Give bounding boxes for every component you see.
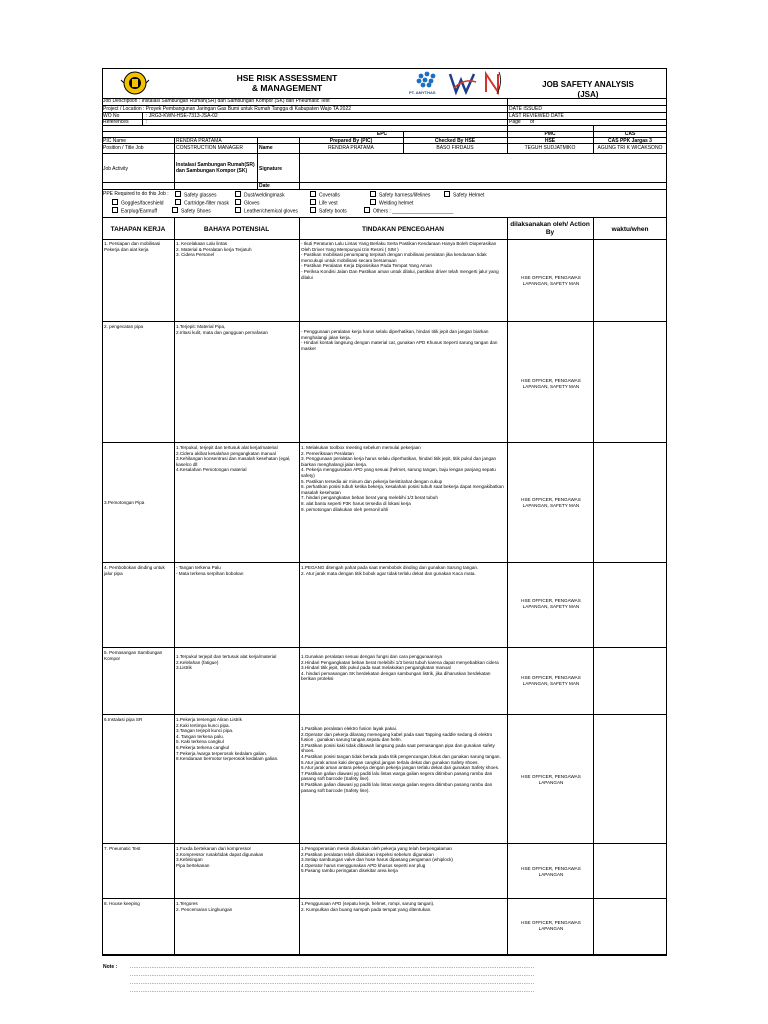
ppe-others xyxy=(364,207,453,215)
ppe-label: PPE Required to do this Job : xyxy=(103,191,169,197)
government-logo xyxy=(120,70,150,96)
row-step: 5. Pemasangan Sambungan Kompor xyxy=(104,650,163,661)
checkbox-icon xyxy=(364,207,370,213)
row-action-by: HSE OFFICER, PENGAWAS LAPANGAN, SAFETY MAN xyxy=(521,598,581,609)
row-hazard: 1.Terpukul terjepit dan tertusuk alat kerja/material 2.Kelelahan (fatigue) 3.Listrik xyxy=(176,654,277,671)
ppe-life-vest xyxy=(310,199,338,207)
page-label: Page xyxy=(509,119,521,125)
wo-no-label: WO No xyxy=(103,113,120,119)
row-action-by: HSE OFFICER, PENGAWAS LAPANGAN, SAFETY MAN xyxy=(521,378,581,389)
row-step: 7. Pneumatic Test xyxy=(104,846,141,851)
row-action-by: HSE OFFICER, PENGAWAS LAPANGAN, SAFETY MAN xyxy=(521,275,581,286)
col-header-tahapan: TAHAPAN KERJA xyxy=(110,226,166,233)
checkbox-icon xyxy=(112,207,118,213)
col-header-when: waktu/when xyxy=(611,226,649,233)
job-activity-label: Job Activity xyxy=(103,166,129,172)
row-hazard: 1. Kecelakaan Lalu lintas 2. Material & Peralatan kerja Terjatuh 3. Cidera Personel xyxy=(176,241,252,258)
checkbox-icon xyxy=(310,199,316,205)
row-step: 1. Persiapan dan mobilisasi Pekerja dan alat kerja xyxy=(104,241,161,252)
row-prevention: 1.Pengoperasian mesin dilakukan oleh pekerja yang telah berpengalaman 2.Pastikan peralatan telah dilakukan inspeksi sebelum digunakan 3.Setiap sambungan valve dan hose harus dipasang pengaman (whiplock) 4.Operator harus menggunakan APD khusus seperti ear plug 5.Pasang rambu peringatan disekitar area kerja xyxy=(301,846,453,874)
row-prevention: - Ikuti Peraturan Lalu Lintas Yang Berlaku Serta Pastikan Kendaraan Hanya Boleh Dioperasikan Oleh Driver Yang Mempunyai Izin Resmi ( SIM ) - Pastikan mobilisasi penumpang terpisah dengan mobilisasi peralatan jika kendaraan tidak mencukupi untuk mobilisasi secara bersamaan - Pastikan Peralatan Kerja Diposisikan Pada Tempat Yang Aman - Periksa Kondisi Jalan Dan Pastikan aman untuk dilalui, pastikan driver telah mengerti jalur yang dilalui xyxy=(301,241,499,280)
pmc-header: PMC xyxy=(544,131,556,137)
checkbox-icon xyxy=(235,207,241,213)
ppe-item-label: Cartridge-filter mask xyxy=(184,200,230,207)
position-label: Position / Title Job xyxy=(103,145,144,151)
row-step: 3.Pemotongan Pipa xyxy=(104,500,145,505)
references-value: : xyxy=(146,119,148,125)
ppe-item-label: Welding helmet xyxy=(379,200,414,207)
job-activity-value: Instalasi Sambungan Rumah(SR) dan Sambungan Kompor (SK) xyxy=(176,162,255,174)
ppe-earplug xyxy=(112,207,157,215)
row-step: 6.Instalasi pipa SR xyxy=(104,717,143,722)
ppe-gloves xyxy=(235,199,260,207)
note-line: .................................................................................................................................................................................................................................. xyxy=(130,988,535,994)
row-step: 4. Pembobokan dinding untuk jalur pipa xyxy=(104,565,165,576)
position-value: CONSTRUCTION MANAGER xyxy=(176,145,243,151)
note-line: .................................................................................................................................................................................................................................. xyxy=(130,972,535,978)
ppe-item-label: Safety Shoes xyxy=(181,208,211,215)
cas-ppk-header: CAS PPK Jargas 3 xyxy=(608,138,652,144)
title-line-2: & MANAGEMENT xyxy=(251,83,323,93)
row-prevention: 1.Penggunaan APD (sepatu kerja, helmet, rompi, sarung tangan). 2. Kumpulkan dan buang sampah pada tempat yang ditentukan. xyxy=(301,901,435,912)
row-prevention: 1. Melakukan toolbox meeting sebelum memulai pekerjaan 2. Pemeriksaan Peralatan 3. Penggunaan peralatan kerja harus selalu diperhatikan, hindari titik jepit, titik pukul dan jangan biarkan menghalangi jalan kerja. 4. Pekerja menggunakan APD yang sesuai (helmet, sarung tangan, baju lengan panjang sepatu safety) 5. Pastikan tersedia air minum dan pekerja beristirahat dengan cukup 6. perhatikan posisi tubuh ketika bekerja, kesalahan posisi tubuh saat bekerja dapat mengakibatkan masalah kesehatan 7. hindari pengangkatan beban berat yang melebihi 1/3 berat tubuh 8. alat bantu seperti P3K harus tersedia di lokasi kerja 9. pemotongan dilakukan oleh personil ahli xyxy=(301,445,504,512)
pic-name-label: PIC Name xyxy=(103,138,127,144)
ppe-helmet xyxy=(444,191,484,199)
ppe-welding-helmet xyxy=(370,199,413,207)
ppe-item-label: Earplug/Earmuff xyxy=(121,208,158,215)
ppe-item-label: Others : ______________________ xyxy=(373,208,454,215)
row-action-by: HSE OFFICER, PENGAWAS LAPANGAN xyxy=(521,866,581,877)
row-action-by: HSE OFFICER, PENGAWAS LAPANGAN xyxy=(521,920,581,931)
page-of: of xyxy=(530,119,535,125)
checked-name: BASO FIRDAUS xyxy=(436,145,474,151)
ppe-item-label: Leather/chemical gloves xyxy=(244,208,298,215)
ppe-item-label: Goggles/faceshield xyxy=(121,200,164,207)
partner-logo-n xyxy=(482,70,506,96)
jsa-title-line-2: (JSA) xyxy=(577,90,599,99)
job-description: Job Description : Instalasi Sambungan Rumah(SR) dan Sambungan Kompor (SK) dan Pneumatic Test xyxy=(103,98,330,104)
ppe-safety-glasses xyxy=(175,191,217,199)
amythas-label: PT. AMYTHAS xyxy=(409,90,436,95)
col-header-tindakan: TINDAKAN PENCEGAHAN xyxy=(362,226,444,233)
ppe-safety-boots xyxy=(310,207,347,215)
ppe-item-label: Coveralls xyxy=(319,192,340,199)
row-hazard: 1.Tergores 2. Pencemaran Lingkungan xyxy=(176,901,233,912)
pic-name-value: RENDRA PRATAMA xyxy=(176,138,222,144)
ppe-item-label: Safety boots xyxy=(319,208,347,215)
project-location: Project / Location : Proyek Pembangunan Jaringan Gas Bumi untuk Rumah Tangga di Kabupaten Wajo TA 2022 xyxy=(103,106,352,112)
ppe-item-label: Gloves xyxy=(244,200,260,207)
row-prevention: 1.Gunakan peralatan sesuai dengan fungsi dan cara penggunaannya 2.Hindari Pengangkatan beban berat melebihi 1/3 berat tubuh karena dapat menyebabkan cidera 3.Hindari titik jepit, titik pukul pada saat melakukan pengangkatan manual 4. hindari pemasangan SK berdekatan dengan sambungan listrik, jika diharuskan berdekatan berikan proteksi xyxy=(301,654,499,682)
row-step: 2. pengecatan pipa xyxy=(104,324,144,329)
checkbox-icon xyxy=(370,191,376,197)
date-issued: DATE ISSUED xyxy=(509,106,542,112)
row-action-by: HSE OFFICER, PENGAWAS LAPANGAN, SAFETY MAN xyxy=(521,675,581,686)
row-action-by: HSE OFFICER, PENGAWAS LAPANGAN xyxy=(521,774,581,785)
cas-header: CAS xyxy=(624,131,636,137)
pmc-hse-header: HSE xyxy=(544,138,556,144)
ppe-leather-gloves xyxy=(235,207,298,215)
ppe-harness xyxy=(370,191,430,199)
row-prevention: 1.PEGANG ditengah pahat pada saat membobok dinding dan gunakan Sarung tangan. 2. Atur jarak mata dengan titik bobok agar tidak terlalu dekat dan gunakan Kaca mata. xyxy=(301,565,479,576)
checkbox-icon xyxy=(310,191,316,197)
row-hazard: 1.Fuxda bertekanan dari kompressor 2.Kompressor rusak/tidak dapat digunakan 3.Kebisingan Pipa bertekanan xyxy=(176,846,264,868)
ppe-item-label: Safety harness/lifelines xyxy=(379,192,431,199)
prepared-name: RENDRA PRATAMA xyxy=(328,145,374,151)
row-action-by: HSE OFFICER, PENGAWAS LAPANGAN, SAFETY MAN xyxy=(521,497,581,508)
row-hazard: 1.Pekerja tersengat Aliran Listrik 2.Kaki tertimpa kunci pipa. 3.Tangan terjepit kunci pipa. 4. Tangan terkena palu. 5. Kaki terkena cangkul 6.Pekerja terkena cangkul 7.Pekerja /warga terperosok kedalam galian. 8.Kendaraan bermotor terperosok kedalam galian. xyxy=(176,717,279,762)
row-hazard: 1.Terpukul, terjepit dan tertusuk alat kerja/material 2.Cidera akibat kesalahan pengangkatan manual 3.Kehilangan konsentrasi dan masalah kesehatan (egal, kaselco dll 4.Kesalahan Pemotongan material xyxy=(176,445,291,473)
ppe-safety-shoes xyxy=(172,207,211,215)
note-line: .................................................................................................................................................................................................................................. xyxy=(130,964,535,970)
signature-label: Signature xyxy=(259,166,283,172)
date-label: Date xyxy=(259,183,270,189)
checkbox-icon xyxy=(112,199,118,205)
checked-by-header: Checked By HSE xyxy=(434,138,476,144)
name-label: Name xyxy=(259,145,273,151)
ppe-cartridge-mask xyxy=(175,199,229,207)
references-label: References xyxy=(103,119,129,125)
epc-header: EPC xyxy=(376,131,388,137)
pmc-name: TEGUH SUDJATMIKO xyxy=(524,145,576,151)
row-hazard: - Tangan terkena Palu - Mata terkena serpihan bobokan xyxy=(176,565,244,576)
note-label: Note : xyxy=(103,964,118,970)
checkbox-icon xyxy=(172,207,178,213)
ppe-item-label: Safety glasses xyxy=(184,192,217,199)
row-prevention: 1.Pastikan peralatan elektro fusion layak pakai. 2.Operator dan pekerja dilarang memegang kabel pada saat Tapping saddle sedang di elektro fusion , gunakan sarung tangan,sepatu dan helm. 3.Pastikan posisi kaki tidak dibawah langsung pada saat pemasangan pipa dan gunakan safety shoes. 4.Pastikan posisi tangan tidak berada pada titik pengencangan,fokus dan gunakan sarung tangan. 5.Atur jarak aman kaki dengan cangkul,jangan terlalu dekat dan gunakan Safety shoes. 6.Atur jarak aman antara pekerja dengan pekerja jangan terlalu dekat dan gunakan Safety shoes. 7.Pastikan galian diawasi yg paditi lalu lintas warga galian segera ditimbun pasang rambu dan pasang soft barcode (Safety line). 8.Pastikan galian diawasi yg paditi lalu lintas warga galian segera ditimbun pasang rambu dan pasang soft barcode (Safety line). xyxy=(301,726,501,793)
ppe-item-label: Dust/weldingmask xyxy=(244,192,285,199)
note-line: .................................................................................................................................................................................................................................. xyxy=(130,980,535,986)
row-step: 8. House keeping xyxy=(104,901,140,906)
checkbox-icon xyxy=(235,199,241,205)
prepared-by-header: Prepared By (PIC) xyxy=(329,138,373,144)
row-hazard: 1.Terjepit: Material Pipa, 2.Iritasi kulit, mata dan gangguan pernafasan xyxy=(176,324,268,335)
partner-logo-w xyxy=(448,70,478,96)
jsa-title-line-1: JOB SAFETY ANALYSIS xyxy=(542,80,634,89)
checkbox-icon xyxy=(370,199,376,205)
row-prevention: - Penggunaan peralatan kerja harus selalu diperhatikan, hindari titik jepit dan jangan biarkan menghalangi jalan kerja. - Hindari kontak langsung dengan material cat, gunakan APD Khusus Seperti sarung tangan dan masker xyxy=(301,329,498,351)
ppe-dust-mask xyxy=(235,191,285,199)
checkbox-icon xyxy=(235,191,241,197)
col-header-action-by: dilaksanakan oleh/ Action By xyxy=(510,221,590,236)
checkbox-icon xyxy=(444,191,450,197)
last-reviewed: LAST REVIEWED DATE xyxy=(509,113,564,119)
title-line-1: HSE RISK ASSESSMENT xyxy=(236,73,338,83)
wo-no-value: : JRG3-KWN-HSE-7313-JSA-02 xyxy=(146,113,218,119)
ppe-goggles xyxy=(112,199,164,207)
ppe-coveralls xyxy=(310,191,340,199)
checkbox-icon xyxy=(175,191,181,197)
checkbox-icon xyxy=(175,199,181,205)
ppe-item-label: Life vest xyxy=(319,200,338,207)
cas-name: AGUNG TRI K WICAKSONO xyxy=(597,145,663,151)
ppe-item-label: Safety Helmet xyxy=(453,192,485,199)
col-header-bahaya: BAHAYA POTENSIAL xyxy=(203,226,270,233)
checkbox-icon xyxy=(310,207,316,213)
